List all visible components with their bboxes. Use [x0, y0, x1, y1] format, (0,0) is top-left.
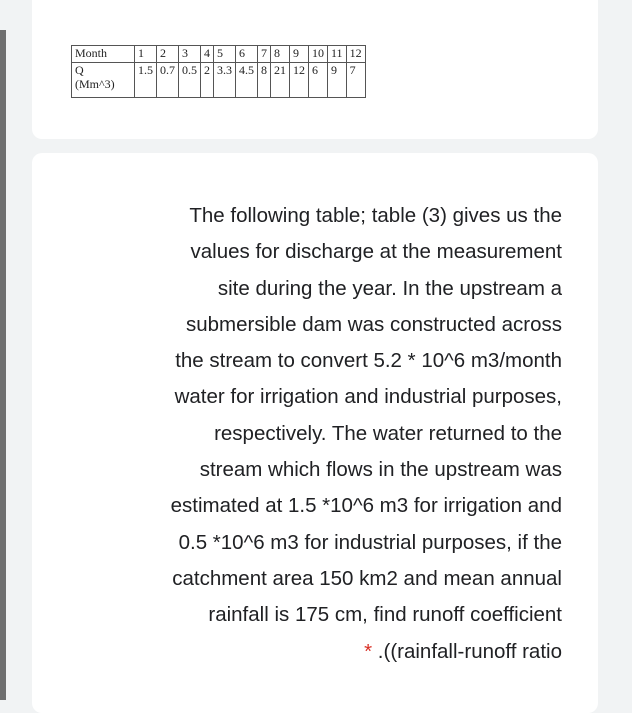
- question-line: values for discharge at the measurement: [190, 240, 562, 264]
- question-line: water for irrigation and industrial purposes,: [174, 385, 562, 409]
- question-line: site during the year. In the upstream a: [217, 276, 562, 300]
- table-header-discharge: [72, 63, 135, 98]
- discharge-cell: 8: [258, 63, 271, 98]
- question-line: stream which flows in the upstream was: [199, 458, 562, 482]
- discharge-cell: 4.5: [236, 63, 258, 98]
- month-cell: 5: [214, 46, 236, 63]
- discharge-cell: 1.5: [135, 63, 157, 98]
- left-accent-bar: [0, 30, 6, 700]
- question-line: .((rainfall-runoff ratio: [377, 639, 562, 663]
- table-header-month: Month: [72, 46, 135, 63]
- question-line: the stream to convert 5.2 * 10^6 m3/month: [175, 349, 562, 373]
- month-cell: 8: [271, 46, 290, 63]
- discharge-label: Q: [75, 63, 84, 77]
- discharge-cell: 3.3: [214, 63, 236, 98]
- month-cell: 3: [179, 46, 201, 63]
- month-cell: 2: [157, 46, 179, 63]
- month-cell: 9: [290, 46, 309, 63]
- discharge-cell: 9: [328, 63, 347, 98]
- month-cell: 6: [236, 46, 258, 63]
- discharge-cell: 0.7: [157, 63, 179, 98]
- month-cell: 12: [346, 46, 365, 63]
- question-last-line: [68, 634, 562, 670]
- discharge-cell: 6: [309, 63, 328, 98]
- discharge-cell: 12: [290, 63, 309, 98]
- table-row-discharge: [72, 63, 366, 98]
- month-cell: 4: [201, 46, 214, 63]
- required-asterisk: *: [364, 639, 373, 663]
- month-cell: 10: [309, 46, 328, 63]
- month-cell: 11: [328, 46, 347, 63]
- discharge-cell: 2: [201, 63, 214, 98]
- discharge-cell: 7: [346, 63, 365, 98]
- discharge-unit: (Mm^3): [75, 77, 115, 91]
- question-line: submersible dam was constructed across: [186, 312, 562, 336]
- question-line: rainfall is 175 cm, find runoff coefficient: [208, 603, 562, 627]
- month-cell: 7: [258, 46, 271, 63]
- table-row-months: [72, 46, 366, 63]
- question-line: respectively. The water returned to the: [214, 421, 562, 445]
- question-text: [68, 198, 562, 670]
- question-line: 0.5 *10^6 m3 for industrial purposes, if the: [178, 530, 562, 554]
- question-line: The following table; table (3) gives us the: [189, 204, 562, 227]
- question-line: catchment area 150 km2 and mean annual: [172, 566, 562, 590]
- question-line: estimated at 1.5 *10^6 m3 for irrigation and: [170, 494, 562, 518]
- discharge-cell: 21: [271, 63, 290, 98]
- discharge-cell: 0.5: [179, 63, 201, 98]
- discharge-table: [71, 45, 366, 98]
- month-cell: 1: [135, 46, 157, 63]
